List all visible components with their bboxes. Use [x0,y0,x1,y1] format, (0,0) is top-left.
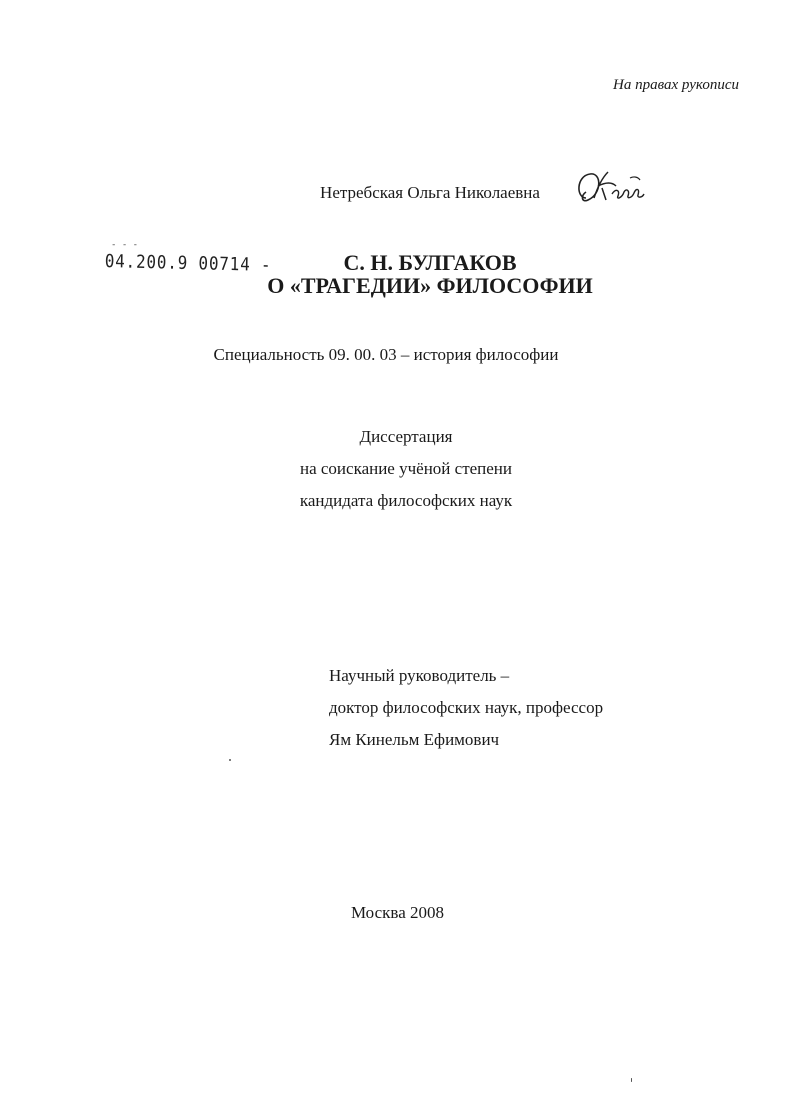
title-line-2: О «ТРАГЕДИИ» ФИЛОСОФИИ [267,273,593,298]
dissertation-line-3: кандидата философских наук [299,491,513,510]
stamp-dots: - - - [111,240,139,250]
supervisor-line-2: доктор философских наук, профессор [329,698,604,717]
scan-speck [631,1078,632,1082]
title-line-1: С. Н. БУЛГАКОВ [343,250,517,275]
scan-speck [229,759,231,761]
archive-stamp-code: 04.200.9 00714 - [104,251,272,276]
dissertation-line-2: на соискание учёной степени [299,459,513,478]
rights-note: На правах рукописи [613,77,739,93]
dissertation-line-1: Диссертация [359,427,453,446]
supervisor-line-1: Научный руководитель – [329,666,510,685]
signature-icon [572,168,648,210]
supervisor-line-3: Ям Кинельм Ефимович [329,730,500,749]
author-name: Нетребская Ольга Николаевна [320,183,540,202]
specialty: Специальность 09. 00. 03 – история философии [213,345,559,364]
city-year: Москва 2008 [350,903,445,922]
